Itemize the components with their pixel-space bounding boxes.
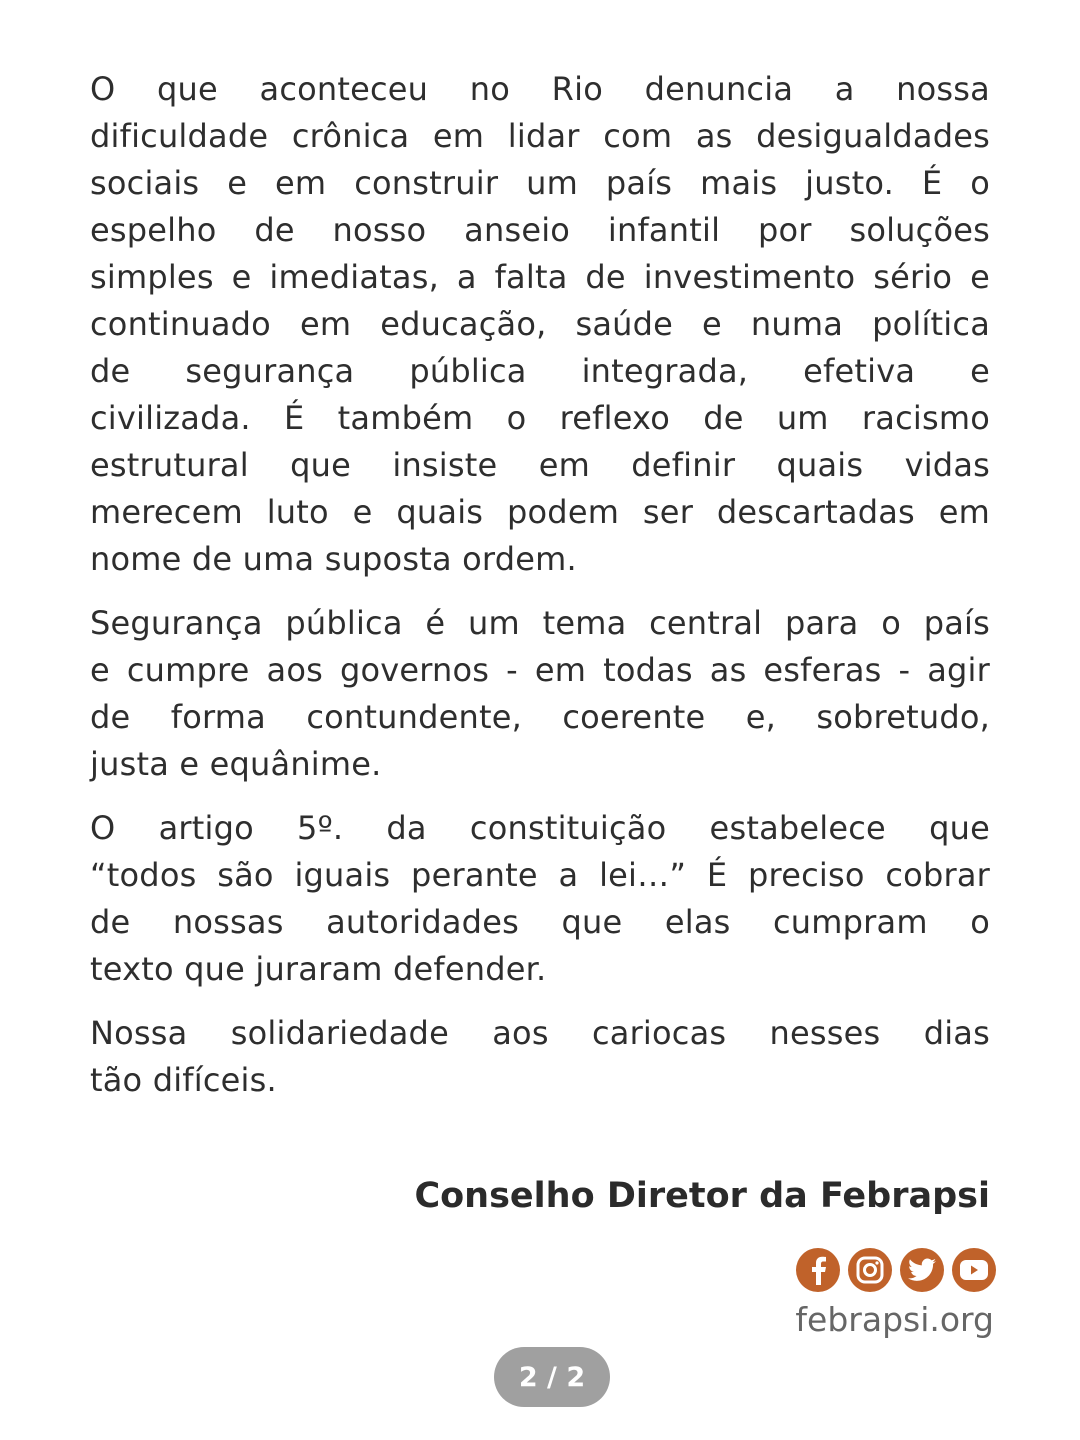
- text-line: e cumpre aos governos - em todas as esferas - agir: [90, 651, 990, 689]
- page-indicator: 2 / 2: [494, 1347, 610, 1407]
- text-line: de forma contundente, coerente e, sobretudo,: [90, 698, 990, 736]
- text-line: Nossa solidariedade aos cariocas nesses dias: [90, 1014, 990, 1052]
- text-line: texto que juraram defender.: [90, 950, 547, 988]
- facebook-icon[interactable]: [796, 1248, 840, 1292]
- text-line: civilizada. É também o reflexo de um racismo: [90, 399, 990, 437]
- text-line: estrutural que insiste em definir quais vidas: [90, 446, 990, 484]
- paragraph: [90, 66, 990, 583]
- twitter-icon[interactable]: [900, 1248, 944, 1292]
- text-line: simples e imediatas, a falta de investimento sério e: [90, 258, 990, 296]
- text-line: de nossas autoridades que elas cumpram o: [90, 903, 990, 941]
- text-line: continuado em educação, saúde e numa política: [90, 305, 990, 343]
- text-line: tão difíceis.: [90, 1061, 277, 1099]
- paragraph: [90, 805, 990, 993]
- text-line: O que aconteceu no Rio denuncia a nossa: [90, 70, 990, 108]
- youtube-icon[interactable]: [952, 1248, 996, 1292]
- text-line: nome de uma suposta ordem.: [90, 540, 577, 578]
- paragraph: [90, 1010, 990, 1104]
- text-line: Segurança pública é um tema central para o país: [90, 604, 990, 642]
- signature: Conselho Diretor da Febrapsi: [414, 1176, 990, 1216]
- text-line: de segurança pública integrada, efetiva e: [90, 352, 990, 390]
- instagram-icon[interactable]: [848, 1248, 892, 1292]
- paragraph: [90, 600, 990, 788]
- text-line: espelho de nosso anseio infantil por soluções: [90, 211, 990, 249]
- text-line: “todos são iguais perante a lei…” É preciso cobrar: [90, 856, 990, 894]
- website-link[interactable]: febrapsi.org: [795, 1300, 994, 1339]
- text-line: sociais e em construir um país mais justo. É o: [90, 164, 990, 202]
- text-line: merecem luto e quais podem ser descartadas em: [90, 493, 990, 531]
- article-body: [90, 66, 990, 1121]
- text-line: dificuldade crônica em lidar com as desigualdades: [90, 117, 990, 155]
- social-links: [796, 1248, 996, 1292]
- text-line: O artigo 5º. da constituição estabelece que: [90, 809, 990, 847]
- text-line: justa e equânime.: [90, 745, 382, 783]
